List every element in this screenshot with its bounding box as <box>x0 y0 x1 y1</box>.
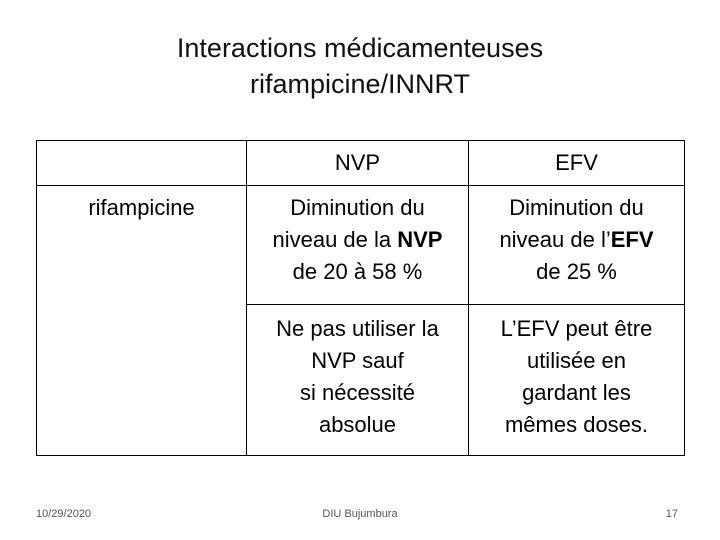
footer-center: DIU Bujumbura <box>322 508 398 520</box>
cell-nvp-recommendation: Ne pas utiliser la NVP sauf si nécessité absolue <box>247 305 469 456</box>
cell-efv-level: Diminution du niveau de l’EFV de 25 % <box>469 186 685 305</box>
interaction-table <box>36 140 685 456</box>
footer-date: 10/29/2020 <box>36 508 92 520</box>
header-empty-cell <box>37 141 247 186</box>
cell-nvp-level: Diminution du niveau de la NVP de 20 à 58 % <box>247 186 469 305</box>
footer-page-number: 17 <box>665 508 678 520</box>
header-nvp: NVP <box>247 141 469 186</box>
title-line-2: rifampicine/INNRT <box>249 69 471 99</box>
table-header-row <box>37 141 685 186</box>
cell-efv-recommendation: L’EFV peut être utilisée en gardant les mêmes doses. <box>469 305 685 456</box>
header-efv: EFV <box>469 141 685 186</box>
slide-title <box>0 30 720 102</box>
table-row <box>37 186 685 305</box>
row-label-rifampicine: rifampicine <box>37 186 247 305</box>
row-label-empty <box>37 305 247 456</box>
title-line-1: Interactions médicamenteuses <box>176 33 544 63</box>
table-row <box>37 305 685 456</box>
